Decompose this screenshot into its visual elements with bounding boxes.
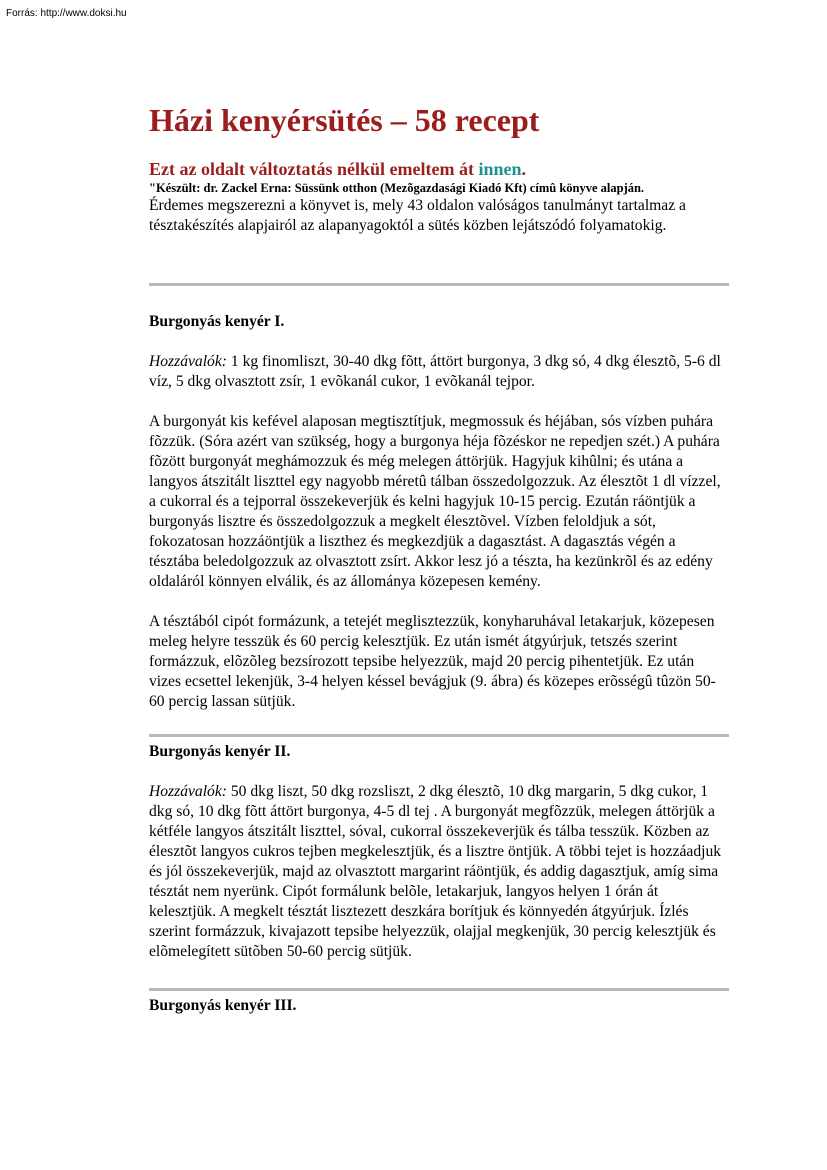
source-line: Forrás: http://www.doksi.hu [6, 8, 127, 19]
divider [149, 988, 729, 991]
recipe-ingredients [149, 782, 729, 962]
ingredients-label: Hozzávalók: [149, 353, 227, 370]
divider [149, 283, 729, 286]
recipe-title: Burgonyás kenyér III. [149, 997, 297, 1014]
book-credit: "Készült: dr. Zackel Erna: Süssünk otthon (Mezõgazdasági Kiadó Kft) címû könyve alapján. [149, 181, 645, 195]
subtitle-period: . [521, 159, 526, 179]
ingredients-text: 1 kg finomliszt, 30-40 dkg fõtt, áttört burgonya, 3 dkg só, 4 dkg élesztõ, 5-6 dl víz, 5 dkg olvasztott zsír, 1 evõkanál cukor, 1 evõkanál tejpor. [149, 353, 721, 390]
document-content [149, 98, 729, 1016]
recipe-title: Burgonyás kenyér II. [149, 743, 291, 760]
ingredients-label: Hozzávalók: [149, 783, 227, 800]
recipe-paragraph: A burgonyát kis kefével alaposan megtisztítjuk, megmossuk és héjában, sós vízben puhára fõzzük. (Sóra azért van szükség, hogy a burgonya héja fõzéskor ne repedjen szét.) A puhára fõzött burgonyát meghámozzuk és még melegen áttörjük. Hagyjuk kihûlni; és utána a langyos átszitált liszttel egy nagyobb méretû tálban összedolgozzuk. Az élesztõt 1 dl vízzel, a cukorral és a tejporral összekeverjük és kelni hagyjuk 10-15 percig. Ezután ráöntjük a burgonyás lisztre és összedolgozzuk a megkelt élesztõvel. Vízben feloldjuk a sót, fokozatosan hozzáöntjük a liszthez és megkezdjük a dagasztást. A dagasztás végén a tésztába beledolgozzuk az olvasztott zsírt. Akkor lesz jó a tészta, ha kezünkrõl és az edény oldaláról könnyen elválik, és az állománya közepesen kemény. [149, 413, 721, 590]
ingredients-text: 50 dkg liszt, 50 dkg rozsliszt, 2 dkg élesztõ, 10 dkg margarin, 5 dkg cukor, 1 dkg só, 10 dkg fõtt áttört burgonya, 4-5 dl tej . A burgonyát megfõzzük, melegen áttörjük a kétféle langyos átszitált liszttel, sóval, cukorral összekeverjük és tálba tesszük. Közben az élesztõt langyos cukros tejben megkelesztjük, és a lisztre öntjük. A többi tejet is hozzáadjuk és jól összekeverjük, majd az olvasztott margarint ráöntjük, és addig dagasztjuk, amíg sima tésztát nem nyerünk. Cipót formálunk belõle, letakarjuk, langyos helyen 1 órán át kelesztjük. A megkelt tésztát lisztezett deszkára borítjuk és könnyedén átgyúrjuk. Ízlés szerint formázzuk, kivajazott tepsibe helyezzük, olajjal megkenjük, 30 percig kelesztjük és elõmelegített sütõben 50-60 percig sütjük. [149, 783, 722, 960]
recipe-ingredients [149, 352, 729, 392]
source-link[interactable]: innen [478, 159, 522, 179]
recipe-title: Burgonyás kenyér I. [149, 313, 285, 330]
intro-paragraph: Érdemes megszerezni a könyvet is, mely 43 oldalon valóságos tanulmányt tartalmaz a tésztakészítés alapjairól az alapanyagoktól a sütés közben lejátszódó folyamatokig. [149, 197, 686, 234]
divider [149, 734, 729, 737]
page-title: Házi kenyérsütés – 58 recept [149, 102, 540, 138]
recipe-paragraph: A tésztából cipót formázunk, a tetejét meglisztezzük, konyharuhával letakarjuk, közepesen meleg helyre tesszük és 60 percig kelesztjük. Ez után ismét átgyúrjuk, tetszés szerint formázzuk, elõzõleg bezsírozott tepsibe helyezzük, majd 20 percig pihentetjük. Ez után vizes ecsettel lekenjük, 3-4 helyen késsel bevágjuk (9. ábra) és közepes erõsségû tûzön 50-60 percig lassan sütjük. [149, 613, 716, 710]
subtitle-text: Ezt az oldalt változtatás nélkül emeltem át [149, 159, 479, 179]
subtitle [149, 158, 729, 180]
